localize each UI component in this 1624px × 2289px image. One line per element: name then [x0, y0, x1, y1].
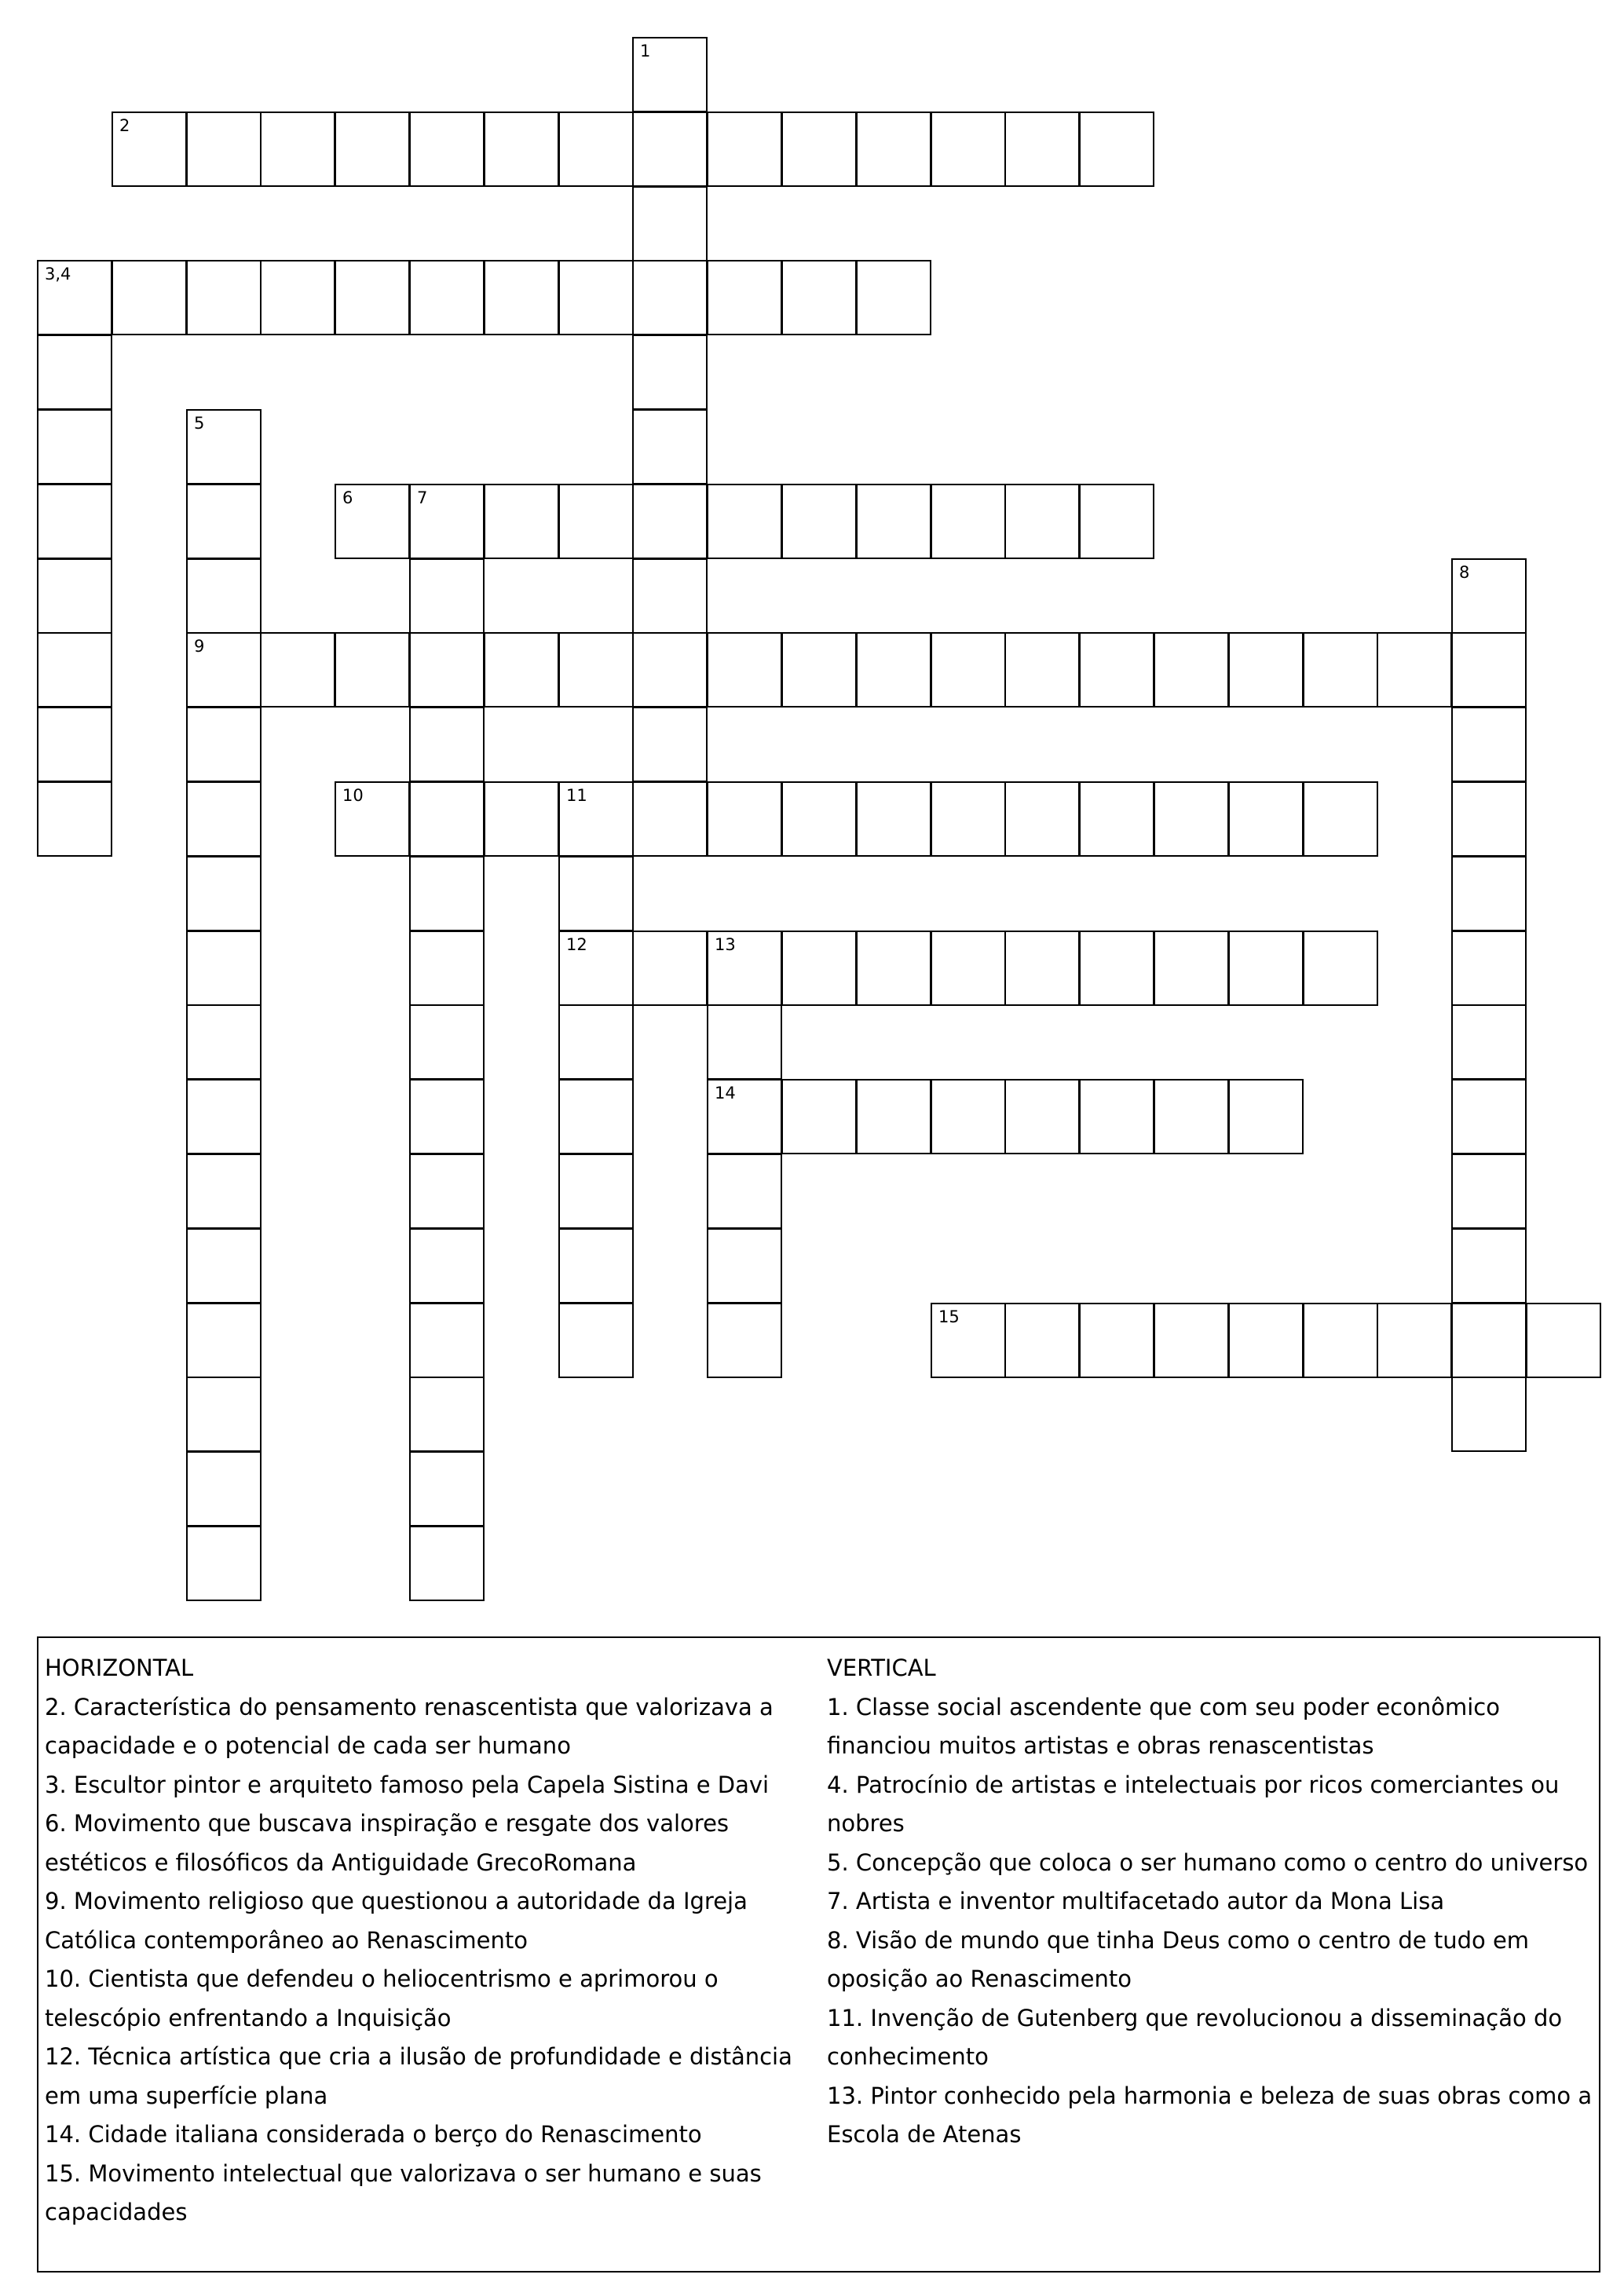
grid-cell[interactable] [781, 632, 857, 708]
grid-cell[interactable] [335, 484, 410, 559]
grid-cell[interactable] [409, 931, 485, 1006]
grid-cell[interactable] [1079, 1303, 1154, 1378]
grid-cell[interactable] [484, 112, 559, 187]
grid-cell[interactable] [707, 1228, 782, 1304]
grid-cell[interactable] [186, 1154, 262, 1229]
grid-cell[interactable] [931, 112, 1006, 187]
grid-cell[interactable] [1079, 931, 1154, 1006]
grid-cell[interactable] [409, 1004, 485, 1080]
grid-cell[interactable] [1303, 931, 1378, 1006]
grid-cell[interactable] [707, 484, 782, 559]
clue-number: 1 [640, 42, 651, 60]
clue-number: 9 [194, 637, 205, 656]
grid-cell[interactable] [707, 260, 782, 335]
clue-v7: 7. Artista e inventor multifacetado autor da Mona Lisa [827, 1888, 1445, 1914]
grid-cell[interactable] [856, 1079, 931, 1154]
grid-cell[interactable] [1079, 632, 1154, 708]
grid-cell[interactable] [1079, 1079, 1154, 1154]
grid-cell[interactable] [1451, 1079, 1527, 1154]
grid-cell[interactable] [186, 484, 262, 559]
grid-cell[interactable] [781, 484, 857, 559]
grid-cell[interactable] [1079, 484, 1154, 559]
grid-cell[interactable] [1451, 1004, 1527, 1080]
grid-cell[interactable] [260, 112, 335, 187]
grid-cell[interactable] [37, 484, 112, 559]
grid-cell[interactable] [931, 1303, 1006, 1378]
grid-cell[interactable] [632, 409, 708, 484]
grid-cell[interactable] [260, 632, 335, 708]
grid-cell[interactable] [931, 781, 1006, 857]
grid-cell[interactable] [1154, 931, 1229, 1006]
grid-cell[interactable] [1451, 1377, 1527, 1452]
grid-cell[interactable] [707, 1303, 782, 1378]
grid-cell[interactable] [707, 112, 782, 187]
grid-cell[interactable] [186, 632, 262, 708]
clue-number: 12 [566, 935, 587, 954]
grid-cell[interactable] [1004, 484, 1080, 559]
grid-cell[interactable] [186, 1004, 262, 1080]
grid-cell[interactable] [186, 1079, 262, 1154]
grid-cell[interactable] [558, 856, 634, 931]
clue-number: 14 [715, 1084, 736, 1102]
grid-cell[interactable] [186, 260, 262, 335]
grid-cell[interactable] [409, 1154, 485, 1229]
horizontal-clues [45, 1649, 822, 2232]
grid-cell[interactable] [558, 1004, 634, 1080]
grid-cell[interactable] [260, 260, 335, 335]
grid-cell[interactable] [186, 931, 262, 1006]
grid-cell[interactable] [186, 1377, 262, 1452]
grid-cell[interactable] [707, 1154, 782, 1229]
clue-number: 5 [194, 414, 205, 433]
clue-h6: 6. Movimento que buscava inspiração e resgate dos valores estéticos e filosóficos da Antiguidade GrecoRomana [45, 1810, 730, 1876]
grid-cell[interactable] [1154, 632, 1229, 708]
clue-v11: 11. Invenção de Gutenberg que revolucionou a disseminação do conhecimento [827, 2004, 1563, 2070]
grid-cell[interactable] [1451, 1228, 1527, 1304]
grid-cell[interactable] [558, 781, 634, 857]
horizontal-heading: HORIZONTAL [45, 1655, 194, 1681]
vertical-clues [827, 1649, 1597, 2155]
grid-cell[interactable] [707, 632, 782, 708]
grid-cell[interactable] [409, 1303, 485, 1378]
grid-cell[interactable] [1451, 931, 1527, 1006]
grid-cell[interactable] [484, 781, 559, 857]
grid-cell[interactable] [186, 781, 262, 857]
grid-cell[interactable] [484, 632, 559, 708]
grid-cell[interactable] [37, 260, 112, 335]
grid-cell[interactable] [856, 781, 931, 857]
grid-cell[interactable] [409, 112, 485, 187]
grid-cell[interactable] [37, 335, 112, 410]
grid-cell[interactable] [484, 260, 559, 335]
grid-cell[interactable] [632, 260, 708, 335]
grid-cell[interactable] [632, 781, 708, 857]
grid-cell[interactable] [1526, 1303, 1601, 1378]
grid-cell[interactable] [781, 1079, 857, 1154]
grid-cell[interactable] [1228, 1079, 1304, 1154]
grid-cell[interactable] [781, 781, 857, 857]
grid-cell[interactable] [335, 112, 410, 187]
grid-cell[interactable] [1154, 1303, 1229, 1378]
clue-number: 10 [342, 786, 364, 805]
clue-v8: 8. Visão de mundo que tinha Deus como o centro de tudo em oposição ao Renascimento [827, 1926, 1530, 1992]
grid-cell[interactable] [558, 112, 634, 187]
grid-cell[interactable] [632, 37, 708, 112]
grid-cell[interactable] [632, 931, 708, 1006]
grid-cell[interactable] [1228, 781, 1304, 857]
vertical-heading: VERTICAL [827, 1655, 936, 1681]
grid-cell[interactable] [1154, 1079, 1229, 1154]
grid-cell[interactable] [1079, 112, 1154, 187]
grid-cell[interactable] [707, 1079, 782, 1154]
clues-box [37, 1636, 1600, 2273]
grid-cell[interactable] [409, 260, 485, 335]
grid-cell[interactable] [1451, 707, 1527, 782]
grid-cell[interactable] [707, 1004, 782, 1080]
grid-cell[interactable] [409, 558, 485, 634]
grid-cell[interactable] [1451, 1303, 1527, 1378]
clue-h3: 3. Escultor pintor e arquiteto famoso pela Capela Sistina e Davi [45, 1771, 770, 1798]
grid-cell[interactable] [186, 1228, 262, 1304]
grid-cell[interactable] [931, 632, 1006, 708]
grid-cell[interactable] [1004, 781, 1080, 857]
clue-h10: 10. Cientista que defendeu o heliocentrismo e aprimorou o telescópio enfrentando a Inquisição [45, 1965, 719, 2031]
clue-v13: 13. Pintor conhecido pela harmonia e beleza de suas obras como a Escola de Atenas [827, 2082, 1593, 2148]
clue-number: 2 [119, 116, 130, 135]
clue-h15: 15. Movimento intelectual que valorizava o ser humano e suas capacidades [45, 2159, 762, 2225]
grid-cell[interactable] [409, 632, 485, 708]
clue-number: 15 [938, 1307, 960, 1326]
grid-cell[interactable] [558, 931, 634, 1006]
grid-cell[interactable] [112, 112, 187, 187]
grid-cell[interactable] [856, 112, 931, 187]
grid-cell[interactable] [37, 558, 112, 634]
grid-cell[interactable] [409, 1526, 485, 1601]
clue-h9: 9. Movimento religioso que questionou a autoridade da Igreja Católica contemporâneo ao Renascimento [45, 1888, 748, 1954]
grid-cell[interactable] [856, 931, 931, 1006]
clue-h2: 2. Característica do pensamento renascentista que valorizava a capacidade e o potencial de cada ser humano [45, 1693, 774, 1759]
grid-cell[interactable] [1377, 632, 1452, 708]
grid-cell[interactable] [1451, 781, 1527, 857]
grid-cell[interactable] [186, 1526, 262, 1601]
grid-cell[interactable] [409, 1451, 485, 1527]
grid-cell[interactable] [1451, 632, 1527, 708]
grid-cell[interactable] [112, 260, 187, 335]
grid-cell[interactable] [1451, 1154, 1527, 1229]
grid-cell[interactable] [186, 1303, 262, 1378]
grid-cell[interactable] [632, 112, 708, 187]
grid-cell[interactable] [1004, 112, 1080, 187]
grid-cell[interactable] [335, 781, 410, 857]
grid-cell[interactable] [1228, 632, 1304, 708]
clue-number: 13 [715, 935, 736, 954]
grid-cell[interactable] [707, 931, 782, 1006]
grid-cell[interactable] [558, 1303, 634, 1378]
grid-cell[interactable] [409, 707, 485, 782]
grid-cell[interactable] [1004, 1303, 1080, 1378]
grid-cell[interactable] [186, 112, 262, 187]
clue-number: 3,4 [45, 265, 71, 283]
clue-h14: 14. Cidade italiana considerada o berço do Renascimento [45, 2121, 702, 2148]
clue-number: 6 [342, 488, 353, 507]
grid-cell[interactable] [558, 1079, 634, 1154]
clue-v5: 5. Concepção que coloca o ser humano como o centro do universo [827, 1848, 1589, 1876]
grid-cell[interactable] [632, 335, 708, 410]
grid-cell[interactable] [558, 632, 634, 708]
grid-cell[interactable] [409, 1377, 485, 1452]
clue-h12: 12. Técnica artística que cria a ilusão de profundidade e distância em uma superfície plana [45, 2043, 792, 2109]
grid-cell[interactable] [1004, 931, 1080, 1006]
grid-cell[interactable] [484, 484, 559, 559]
grid-cell[interactable] [781, 260, 857, 335]
grid-cell[interactable] [931, 931, 1006, 1006]
grid-cell[interactable] [1303, 632, 1378, 708]
grid-cell[interactable] [632, 558, 708, 634]
grid-cell[interactable] [558, 1228, 634, 1304]
grid-cell[interactable] [1303, 1303, 1378, 1378]
grid-cell[interactable] [1303, 781, 1378, 857]
grid-cell[interactable] [1377, 1303, 1452, 1378]
grid-cell[interactable] [707, 781, 782, 857]
grid-cell[interactable] [37, 781, 112, 857]
grid-cell[interactable] [186, 856, 262, 931]
grid-cell[interactable] [186, 707, 262, 782]
grid-cell[interactable] [558, 1154, 634, 1229]
grid-cell[interactable] [558, 484, 634, 559]
grid-cell[interactable] [1228, 931, 1304, 1006]
grid-cell[interactable] [409, 856, 485, 931]
grid-cell[interactable] [632, 632, 708, 708]
grid-cell[interactable] [409, 1228, 485, 1304]
grid-cell[interactable] [1228, 1303, 1304, 1378]
grid-cell[interactable] [1154, 781, 1229, 857]
grid-cell[interactable] [1451, 558, 1527, 634]
grid-cell[interactable] [856, 632, 931, 708]
grid-cell[interactable] [632, 707, 708, 782]
grid-cell[interactable] [1004, 632, 1080, 708]
grid-cell[interactable] [37, 409, 112, 484]
grid-cell[interactable] [37, 707, 112, 782]
grid-cell[interactable] [856, 260, 931, 335]
grid-cell[interactable] [409, 1079, 485, 1154]
grid-cell[interactable] [1079, 781, 1154, 857]
grid-cell[interactable] [1004, 1079, 1080, 1154]
grid-cell[interactable] [186, 558, 262, 634]
grid-cell[interactable] [781, 931, 857, 1006]
grid-cell[interactable] [558, 260, 634, 335]
clue-v1: 1. Classe social ascendente que com seu poder econômico financiou muitos artistas e obras renascentistas [827, 1693, 1500, 1759]
grid-cell[interactable] [409, 484, 485, 559]
grid-cell[interactable] [632, 186, 708, 261]
grid-cell[interactable] [186, 409, 262, 484]
grid-cell[interactable] [632, 484, 708, 559]
grid-cell[interactable] [186, 1451, 262, 1527]
grid-cell[interactable] [1451, 856, 1527, 931]
grid-cell[interactable] [856, 484, 931, 559]
grid-cell[interactable] [781, 112, 857, 187]
clue-number: 7 [417, 488, 428, 507]
grid-cell[interactable] [335, 260, 410, 335]
grid-cell[interactable] [335, 632, 410, 708]
clue-number: 11 [566, 786, 587, 805]
grid-cell[interactable] [931, 484, 1006, 559]
clue-number: 8 [1459, 563, 1470, 582]
clue-v4: 4. Patrocínio de artistas e intelectuais por ricos comerciantes ou nobres [827, 1771, 1560, 1837]
grid-cell[interactable] [37, 632, 112, 708]
grid-cell[interactable] [931, 1079, 1006, 1154]
grid-cell[interactable] [409, 781, 485, 857]
